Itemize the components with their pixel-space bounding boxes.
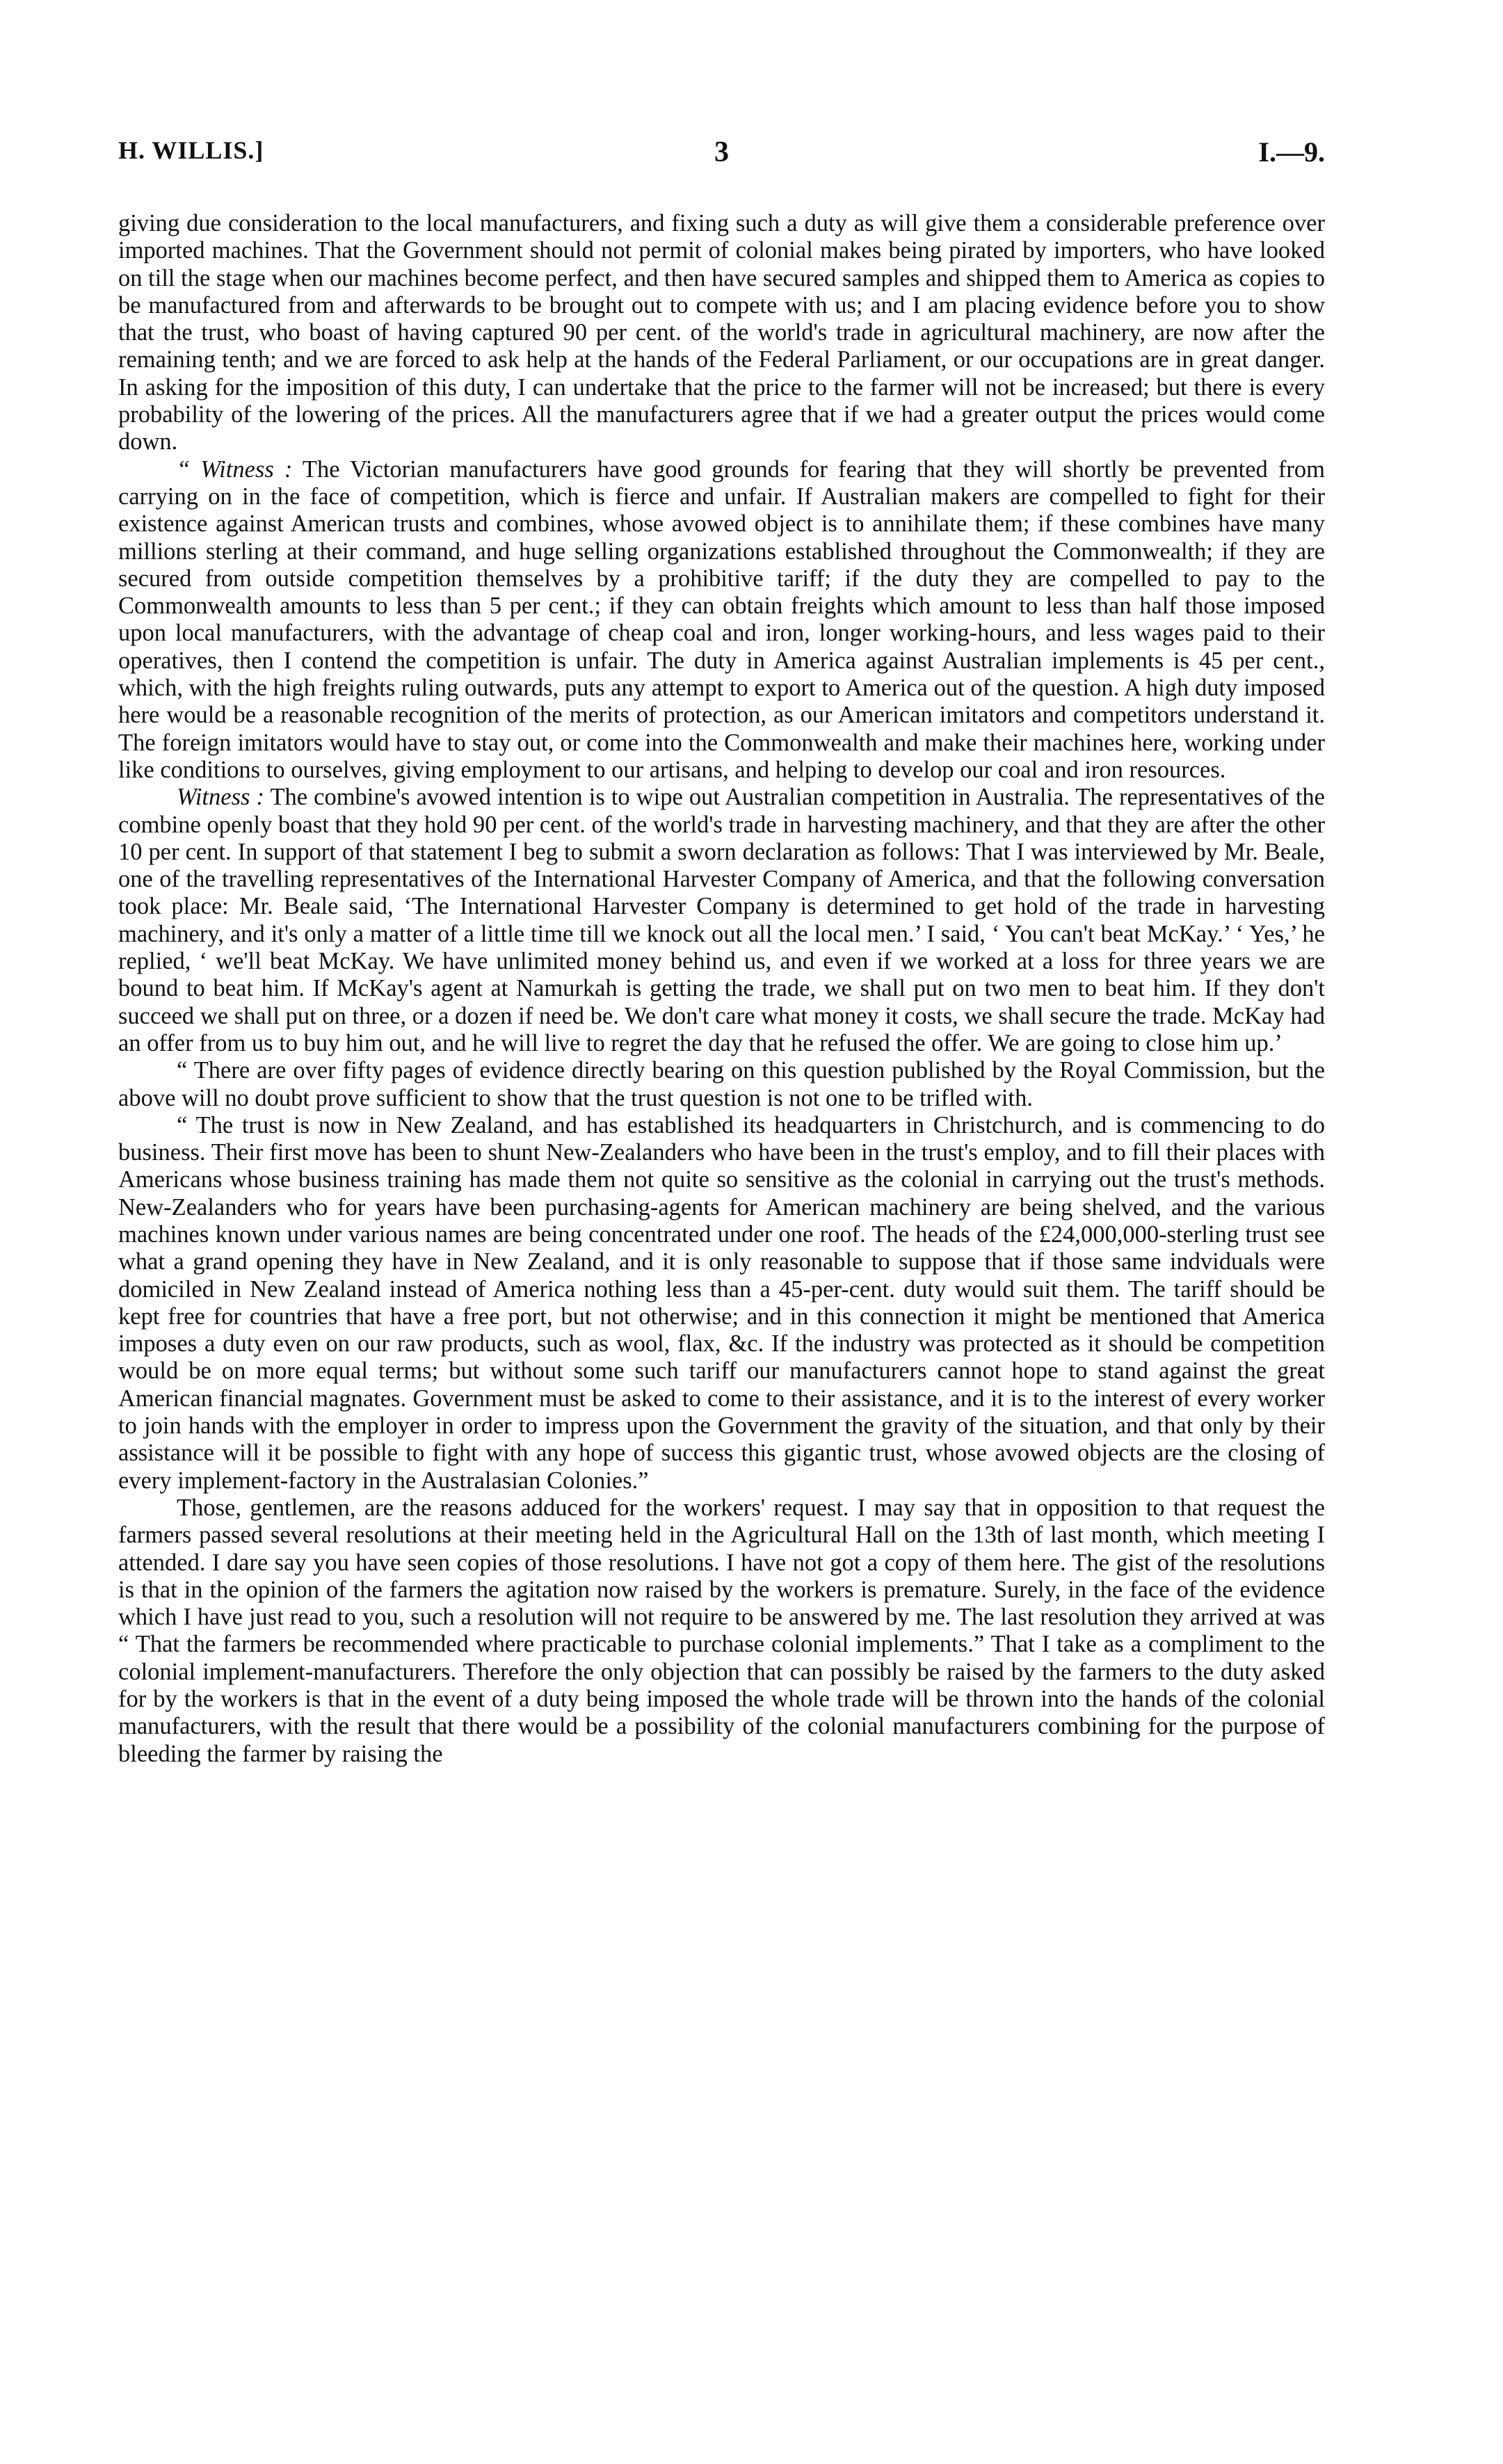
paragraph-lead: “ Witness : [177, 456, 293, 483]
paragraph [118, 1495, 1325, 1768]
paragraph [118, 1112, 1325, 1495]
paragraph [118, 456, 1325, 784]
page-number: 3 [714, 136, 729, 168]
paragraph [118, 784, 1325, 1057]
paragraph [118, 210, 1325, 456]
paragraph-text: Those, gentlemen, are the reasons adduced for the workers' request. I may say that in opposition to that request the farmers passed several resolutions at their meeting held in the Agricultural Hall on the 13th of last month, which meeting I attended. I dare say you have seen copies of those resolutions. I have not got a copy of them here. The gist of the resolutions is that in the opinion of the farmers the agitation now raised by the workers is premature. Surely, in the face of the evidence which I have just read to you, such a resolution will not require to be answered by me. The last resolution they arrived at was “ That the farmers be recommended where practicable to purchase colonial implements.” That I take as a compliment to the colonial implement-manufacturers. Therefore the only objection that can possibly be raised by the farmers to the duty asked for by the workers is that in the event of a duty being imposed the whole trade will be thrown into the hands of the colonial manufacturers, with the result that there would be a possibility of the colonial manufacturers combining for the purpose of bleeding the farmer by raising the [118, 1494, 1325, 1767]
paragraph-text: “ The trust is now in New Zealand, and has established its headquarters in Christchurch, and is commencing to do business. Their first move has been to shunt New-Zealanders who have been in the trust's employ, and to fill their places with Americans whose business training has made them not quite so sensitive as the colonial in carrying out the trust's methods. New-Zealanders who for years have been purchasing-agents for American machinery are being shelved, and the various machines known under various names are being concentrated under one roof. The heads of the £24,000,000-sterling trust see what a grand opening they have in New Zealand, and it is only reasonable to suppose that if those same indviduals were domiciled in New Zealand instead of America nothing less than a 45-per-cent. duty would suit them. The tariff should be kept free for countries that have a free port, but not otherwise; and in this connection it might be mentioned that America imposes a duty even on our raw products, such as wool, flax, &c. If the industry was protected as it should be competition would be on more equal terms; but without some such tariff our manufacturers cannot hope to stand against the great American financial magnates. Government must be asked to come to their assistance, and it is to the interest of every worker to join hands with the employer in order to impress upon the Government the gravity of the situation, and that only by their assistance will it be possible to fight with any hope of success this gigantic trust, whose avowed objects are the closing of every implement-factory in the Australasian Colonies.” [118, 1111, 1325, 1494]
paragraph-text: The combine's avowed intention is to wipe out Australian competition in Australia. The representatives of the combine openly boast that they hold 90 per cent. of the world's trade in harvesting machinery, and that they are after the other 10 per cent. In support of that statement I beg to submit a sworn declaration as follows: That I was interviewed by Mr. Beale, one of the travelling representatives of the International Harvester Company of America, and that the following conversation took place: Mr. Beale said, ‘The International Harvester Company is determined to get hold of the trade in harvesting machinery, and it's only a matter of a little time till we knock out all the local men.’ I said, ‘ You can't beat McKay.’ ‘ Yes,’ he replied, ‘ we'll beat McKay. We have unlimited money behind us, and even if we worked at a loss for three years we are bound to beat him. If McKay's agent at Namurkah is getting the trade, we shall put on two men to beat him. If they don't succeed we shall put on three, or a dozen if need be. We don't care what money it costs, we shall secure the trade. McKay had an offer from us to buy him out, and he will live to regret the day that he refused the offer. We are going to close him up.’ [118, 784, 1325, 1056]
body-text [118, 210, 1325, 1768]
document-reference: I.—9. [1258, 136, 1325, 168]
paragraph-text: giving due consideration to the local manufacturers, and fixing such a duty as will give them a considerable preference over imported machines. That the Government should not permit of colonial makes being pirated by importers, who have looked on till the stage when our machines become perfect, and then have secured samples and shipped them to America as copies to be manufactured from and afterwards to be brought out to compete with us; and I am placing evidence before you to show that the trust, who boast of having captured 90 per cent. of the world's trade in agricultural machinery, are now after the remaining tenth; and we are forced to ask help at the hands of the Federal Parliament, or our occupations are in great danger. In asking for the imposition of this duty, I can undertake that the price to the farmer will not be increased; but there is every probability of the lowering of the prices. All the manufacturers agree that if we had a greater output the prices would come down. [118, 210, 1325, 456]
page-header [118, 136, 1325, 177]
paragraph-text: “ There are over fifty pages of evidence directly bearing on this question published by the Royal Commission, but the above will no doubt prove sufficient to show that the trust question is not one to be trifled with. [118, 1057, 1325, 1111]
paragraph [118, 1057, 1325, 1112]
paragraph-lead: Witness : [177, 784, 264, 811]
header-witness-name: H. WILLIS.] [118, 136, 264, 164]
paragraph-text: The Victorian manufacturers have good grounds for fearing that they will shortly be prevented from carrying on in the face of competition, which is fierce and unfair. If Australian makers are compelled to fight for their existence against American trusts and combines, whose avowed object is to annihilate them; if these combines have many millions sterling at their command, and huge selling organizations established throughout the Commonwealth; if they are secured from outside competition themselves by a prohibitive tariff; if the duty they are compelled to pay to the Commonwealth amounts to less than 5 per cent.; if they can obtain freights which amount to less than half those imposed upon local manufacturers, with the advantage of cheap coal and iron, longer working-hours, and less wages paid to their operatives, then I contend the competition is unfair. The duty in America against Australian implements is 45 per cent., which, with the high freights ruling outwards, puts any attempt to export to America out of the question. A high duty imposed here would be a reasonable recognition of the merits of protection, as our American imitators and competitors understand it. The foreign imitators would have to stay out, or come into the Commonwealth and make their machines here, working under like conditions to ourselves, giving employment to our artisans, and helping to develop our coal and iron resources. [118, 456, 1325, 783]
